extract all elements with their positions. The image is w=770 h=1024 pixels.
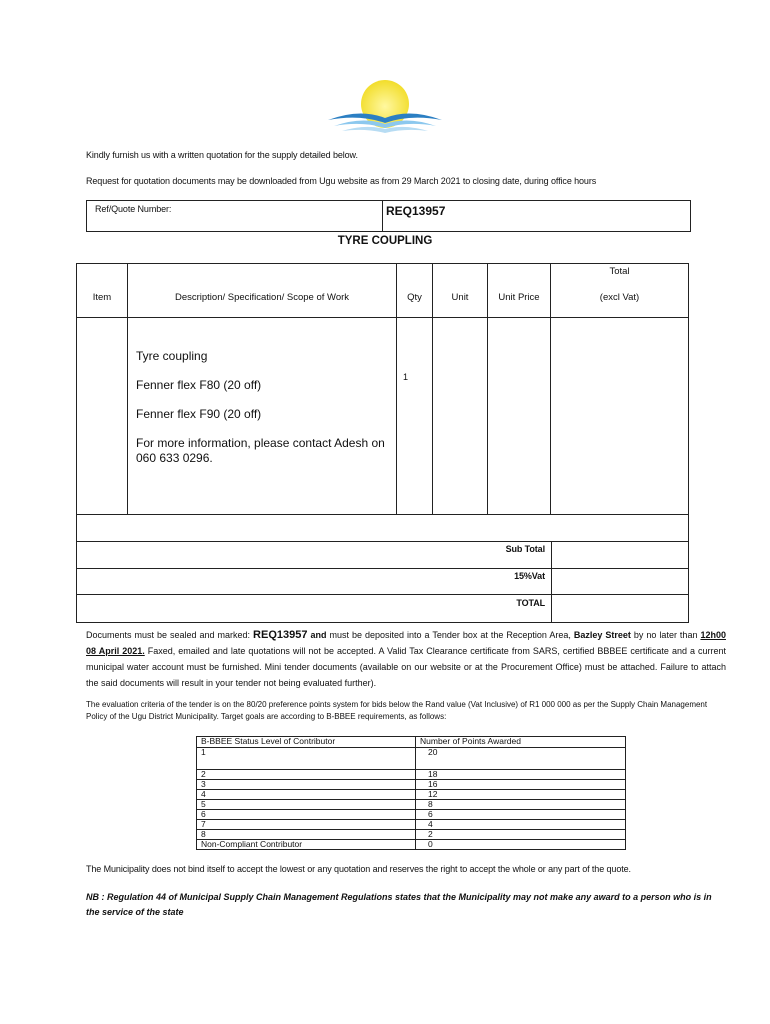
bbbee-level: 7 [197, 820, 416, 830]
intro-line-2: Request for quotation documents may be downloaded from Ugu website as from 29 March 2021 to closing date, during office hours [86, 176, 597, 186]
page-title: TYRE COUPLING [337, 235, 433, 247]
item-description [136, 349, 386, 466]
bbbee-level: 3 [197, 780, 416, 790]
desc-line-1: Fenner flex F80 (20 off) [136, 378, 262, 392]
desc-line-2: Fenner flex F90 (20 off) [136, 407, 262, 421]
marked-ref: REQ13957 [253, 629, 308, 641]
bbbee-points: 2 [416, 830, 626, 840]
disclaimer: The Municipality does not bind itself to accept the lowest or any quotation and reserves the right to accept the whole or any part of the quote. [86, 864, 631, 874]
ref-number: REQ13957 [386, 204, 446, 218]
total-label: TOTAL [516, 598, 545, 608]
bbbee-points: 20 [416, 748, 626, 770]
bbbee-points: 6 [416, 810, 626, 820]
item-qty: 1 [403, 372, 408, 382]
desc-line-3: For more information, please contact Adesh on 060 633 0296. [136, 436, 385, 465]
header-excl-vat: (excl Vat) [599, 292, 640, 303]
bbbee-points: 0 [416, 840, 626, 850]
municipality-logo [320, 78, 450, 136]
bbbee-points: 16 [416, 780, 626, 790]
header-unit: Unit [451, 292, 469, 303]
bbbee-points: 18 [416, 770, 626, 780]
instructions-paragraph: Documents must be sealed and marked: REQ13957 and must be deposited into a Tender box at the Reception Area, Bazley Street by no later than 12h00 08 April 2021. Faxed, emailed and late quotations will not be accepted. A Valid Tax Clearance certificate from SARS, certified BBBEE certificate and a current municipal water account must be furnished. Mini tender documents (available on our website or at the Procurement Office) must be attached. Failure to attach the said documents will result in your tender not being evaluated further). [86, 629, 727, 688]
desc-title: Tyre coupling [136, 349, 208, 363]
bbbee-level: 4 [197, 790, 416, 800]
bbbee-level: 6 [197, 810, 416, 820]
sub-total-label: Sub Total [505, 544, 545, 554]
header-qty: Qty [407, 292, 422, 303]
bbbee-level: 8 [197, 830, 416, 840]
ref-box [86, 200, 691, 232]
bbbee-level: 1 [197, 748, 416, 770]
intro-line-1: Kindly furnish us with a written quotation for the supply detailed below. [86, 150, 358, 160]
bbbee-level: Non-Compliant Contributor [197, 840, 416, 850]
ref-label: Ref/Quote Number: [95, 204, 172, 214]
evaluation-criteria: The evaluation criteria of the tender is on the 80/20 preference points system for bids below the Rand value (Vat Inclusive) of R1 000 000 as per the Supply Chain Management Policy of the Ugu District Municipality. Target goals are according to B-BBEE requirements, as follows: [86, 700, 708, 721]
bbbee-header-points: Number of Points Awarded [416, 737, 626, 748]
bbbee-header-level: B-BBEE Status Level of Contributor [197, 737, 416, 748]
bbbee-points: 8 [416, 800, 626, 810]
street-name: Bazley Street [573, 630, 631, 640]
header-total: Total [609, 266, 630, 277]
vat-label: 15%Vat [514, 571, 545, 581]
quote-table [76, 263, 689, 623]
bbbee-table [196, 736, 626, 850]
bbbee-level: 5 [197, 800, 416, 810]
bbbee-points: 4 [416, 820, 626, 830]
header-item: Item [92, 292, 112, 303]
bbbee-level: 2 [197, 770, 416, 780]
deadline: 12h00 08 April 2021. [86, 630, 726, 656]
bbbee-points: 12 [416, 790, 626, 800]
header-unit-price: Unit Price [498, 292, 540, 303]
header-description: Description/ Specification/ Scope of Work [174, 292, 350, 303]
nb-regulation: NB : Regulation 44 of Municipal Supply Chain Management Regulations states that the Municipality may not make any award to a person who is in the service of the state [86, 892, 712, 917]
